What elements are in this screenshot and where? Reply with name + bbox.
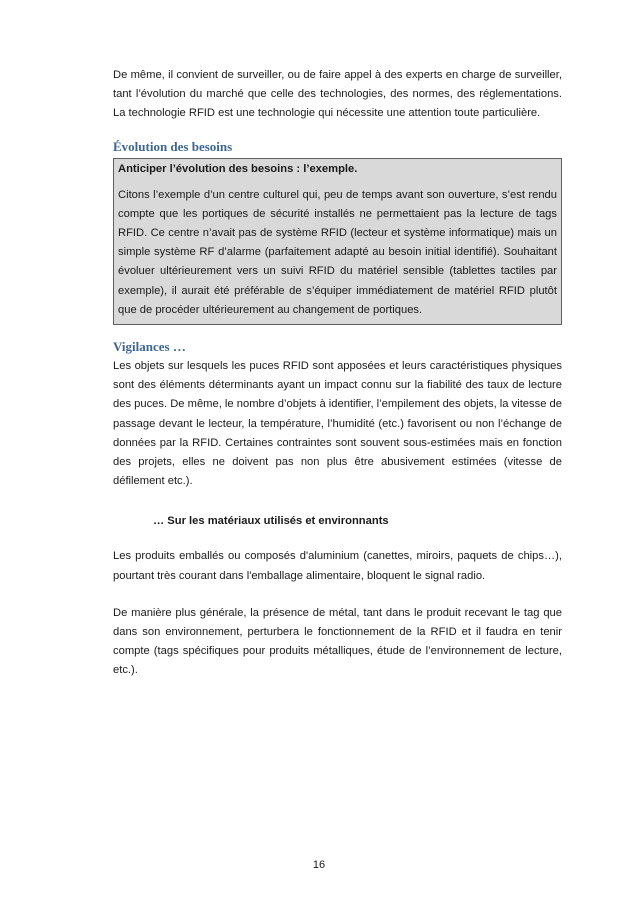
page-number: 16 xyxy=(312,859,326,871)
heading-evolution-besoins: Évolution des besoins xyxy=(113,138,233,154)
metal-paragraph: De manière plus générale, la présence de métal, tant dans le produit recevant le tag que dans son environnement, perturbera le fonctionnement de la RFID et il faudra en tenir compte (tags spécifiques pour produits métalliques, étude de l’environnement de lecture, etc.). xyxy=(113,606,562,677)
document-page xyxy=(113,66,562,681)
intro-paragraph: De même, il convient de surveiller, ou de faire appel à des experts en charge de surveiller, tant l’évolution du marché que celle des technologies, des normes, des réglementations. La technologie RFID est une technologie qui nécessite une attention toute particulière. xyxy=(113,69,562,120)
aluminium-paragraph: Les produits emballés ou composés d'aluminium (canettes, miroirs, paquets de chips…), pourtant très courant dans l'emballage alimentaire, bloquent le signal radio. xyxy=(113,550,562,582)
example-box-text: Citons l’exemple d’un centre culturel qui, peu de temps avant son ouverture, s’est rendu compte que les portiques de sécurité installés ne permettaient pas la lecture de tags RFID. Ce centre n’avait pas de système RFID (lecteur et système informatique) mais un simple système RF d’alarme (parfaitement adapté au besoin initial identifié). Souhaitant évoluer ultérieurement vers un suivi RFID du matériel sensible (tablettes tactiles par exemple), il aurait été préférable de s’équiper immédiatement de matériel RFID plutôt que de procéder ultérieurement au changement de portiques. xyxy=(118,188,557,316)
vigilances-paragraph: Les objets sur lesquels les puces RFID sont apposées et leurs caractéristiques physiques sont des éléments déterminants ayant un impact connu sur la fiabilité des taux de lecture des puces. De même, le nombre d’objets à identifier, l’empilement des objets, la vitesse de passage devant le lecteur, la température, l’humidité (etc.) favorisent ou non l’échange de données par la RFID. Certaines contraintes sont souvent sous-estimées mais en fonction des projets, elles ne doivent pas non plus être abusivement estimées (vitesse de défilement etc.). xyxy=(113,360,562,488)
heading-vigilances: Vigilances … xyxy=(113,339,186,355)
example-box xyxy=(113,158,562,325)
example-box-title: Anticiper l’évolution des besoins : l’exemple. xyxy=(118,162,358,175)
subheading-materiaux: … Sur les matériaux utilisés et environnants xyxy=(153,515,389,528)
